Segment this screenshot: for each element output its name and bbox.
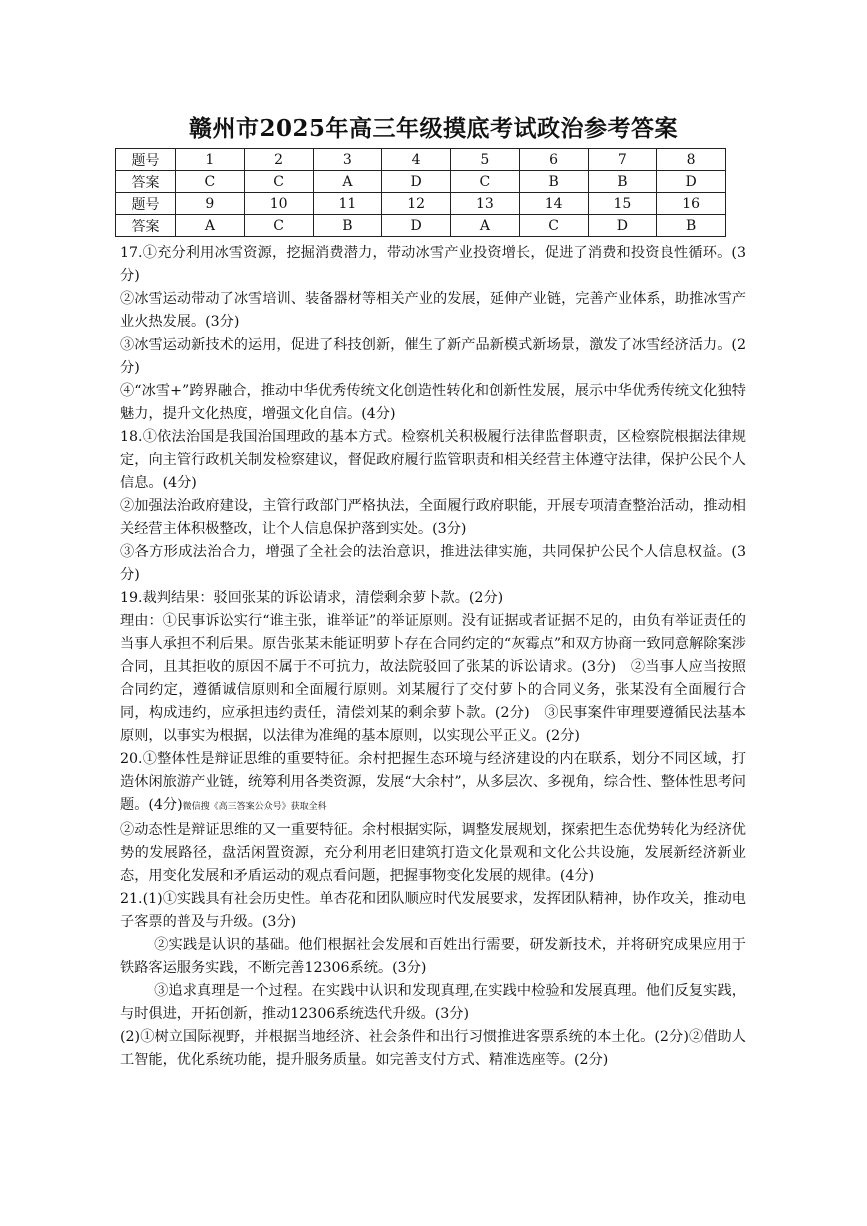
answer-19-result: 19.裁判结果：驳回张某的诉讼请求，清偿剩余萝卜款。(2分): [120, 590, 504, 606]
table-row: [116, 149, 726, 171]
page-title: 赣州市2025年高三年级摸底考试政治参考答案: [188, 115, 678, 142]
table-cell: D: [657, 171, 726, 193]
table-cell: 14: [519, 193, 588, 215]
answer-20-1-text: 20.①整体性是辩证思维的重要特征。余村把握生态环境与经济建设的内在联系，划分不同区域，打造休闲旅游产业链，统筹利用各类资源，发展“大余村”，从多层次、多视角，综合性、整体性思考问题。(4分): [120, 751, 746, 813]
table-cell: 1: [176, 149, 245, 171]
row-label: 题号: [116, 149, 176, 171]
table-cell: C: [244, 215, 313, 237]
answer-21-2: (2)①树立国际视野，并根据当地经济、社会条件和出行习惯推进客票系统的本土化。(2分)②借助人工智能，优化系统功能，提升服务质量。如完善支付方式、精准选座等。(2分): [120, 1029, 746, 1068]
answer-17-2: ②冰雪运动带动了冰雪培训、装备器材等相关产业的发展，延伸产业链，完善产业体系，助推冰雪产业火热发展。(3分): [120, 291, 746, 330]
answer-table: [115, 148, 726, 237]
table-cell: D: [588, 215, 657, 237]
table-cell: 11: [313, 193, 382, 215]
table-cell: B: [588, 171, 657, 193]
answer-20-2: ②动态性是辩证思维的又一重要特征。余村根据实际，调整发展规划，探索把生态优势转化为经济优势的发展路径，盘活闲置资源，充分利用老旧建筑打造文化景观和文化公共设施，发展新经济新业态，用变化发展和矛盾运动的观点看问题，把握事物变化发展的规律。(4分): [120, 822, 746, 884]
table-cell: 15: [588, 193, 657, 215]
answer-17-1: 17.①充分利用冰雪资源，挖掘消费潜力，带动冰雪产业投资增长，促进了消费和投资良性循环。(3分): [120, 245, 746, 284]
table-cell: C: [176, 171, 245, 193]
table-cell: 3: [313, 149, 382, 171]
answer-21-1-1: 21.(1)①实践具有社会历史性。单杏花和团队顺应时代发展要求，发挥团队精神，协作攻关，推动电子客票的普及与升级。(3分): [120, 891, 746, 930]
row-label: 题号: [116, 193, 176, 215]
table-cell: 9: [176, 193, 245, 215]
answer-18-2: ②加强法治政府建设，主管行政部门严格执法，全面履行政府职能，开展专项清查整治活动，推动相关经营主体积极整改，让个人信息保护落到实处。(3分): [120, 498, 746, 537]
answer-17-3: ③冰雪运动新技术的运用，促进了科技创新，催生了新产品新模式新场景，激发了冰雪经济活力。(2分): [120, 337, 746, 376]
answer-content: [120, 242, 746, 1072]
table-cell: 6: [519, 149, 588, 171]
table-cell: 5: [451, 149, 520, 171]
table-cell: 2: [244, 149, 313, 171]
table-cell: A: [313, 171, 382, 193]
table-row: [116, 215, 726, 237]
table-cell: B: [313, 215, 382, 237]
row-label: 答案: [116, 215, 176, 237]
answer-21-1-3: ③追求真理是一个过程。在实践中认识和发现真理,在实践中检验和发展真理。他们反复实践，与时俱进，开拓创新，推动12306系统迭代升级。(3分): [120, 983, 746, 1022]
table-cell: 13: [451, 193, 520, 215]
table-cell: 12: [382, 193, 451, 215]
answer-17-4: ④“冰雪+”跨界融合，推动中华优秀传统文化创造性转化和创新性发展，展示中华优秀传统文化独特魅力，提升文化热度，增强文化自信。(4分): [120, 383, 746, 422]
table-cell: B: [657, 215, 726, 237]
table-row: [116, 171, 726, 193]
answer-20-1: [120, 748, 746, 819]
watermark-note: 微信搜《高三答案公众号》获取全科: [182, 802, 327, 812]
table-cell: D: [382, 171, 451, 193]
table-cell: 7: [588, 149, 657, 171]
table-cell: 8: [657, 149, 726, 171]
table-cell: 16: [657, 193, 726, 215]
table-cell: 4: [382, 149, 451, 171]
table-cell: 10: [244, 193, 313, 215]
table-cell: C: [244, 171, 313, 193]
table-cell: D: [382, 215, 451, 237]
answer-18-1: 18.①依法治国是我国治国理政的基本方式。检察机关积极履行法律监督职责，区检察院根据法律规定，向主管行政机关制发检察建议，督促政府履行监管职责和相关经营主体遵守法律，保护公民个人信息。(4分): [120, 429, 746, 491]
table-cell: C: [519, 215, 588, 237]
answer-21-1-2: ②实践是认识的基础。他们根据社会发展和百姓出行需要，研发新技术，并将研究成果应用于铁路客运服务实践，不断完善12306系统。(3分): [120, 937, 746, 976]
row-label: 答案: [116, 171, 176, 193]
answer-18-3: ③各方形成法治合力，增强了全社会的法治意识，推进法律实施，共同保护公民个人信息权益。(3分): [120, 544, 746, 583]
table-cell: A: [176, 215, 245, 237]
table-cell: B: [519, 171, 588, 193]
answer-19-reasons: 理由：①民事诉讼实行“谁主张，谁举证”的举证原则。没有证据或者证据不足的，由负有举证责任的当事人承担不利后果。原告张某未能证明萝卜存在合同约定的“灰霉点”和双方协商一致同意解除案涉合同，且其拒收的原因不属于不可抗力，故法院驳回了张某的诉讼请求。(3分) ②当事人应当按照合同约定，遵循诚信原则和全面履行原则。刘某履行了交付萝卜的合同义务，张某没有全面履行合同，构成违约，应承担违约责任，清偿刘某的剩余萝卜款。(2分) ③民事案件审理要遵循民法基本原则，以事实为根据，以法律为准绳的基本原则，以实现公平正义。(2分): [120, 613, 746, 744]
table-cell: C: [451, 171, 520, 193]
table-cell: A: [451, 215, 520, 237]
table-row: [116, 193, 726, 215]
